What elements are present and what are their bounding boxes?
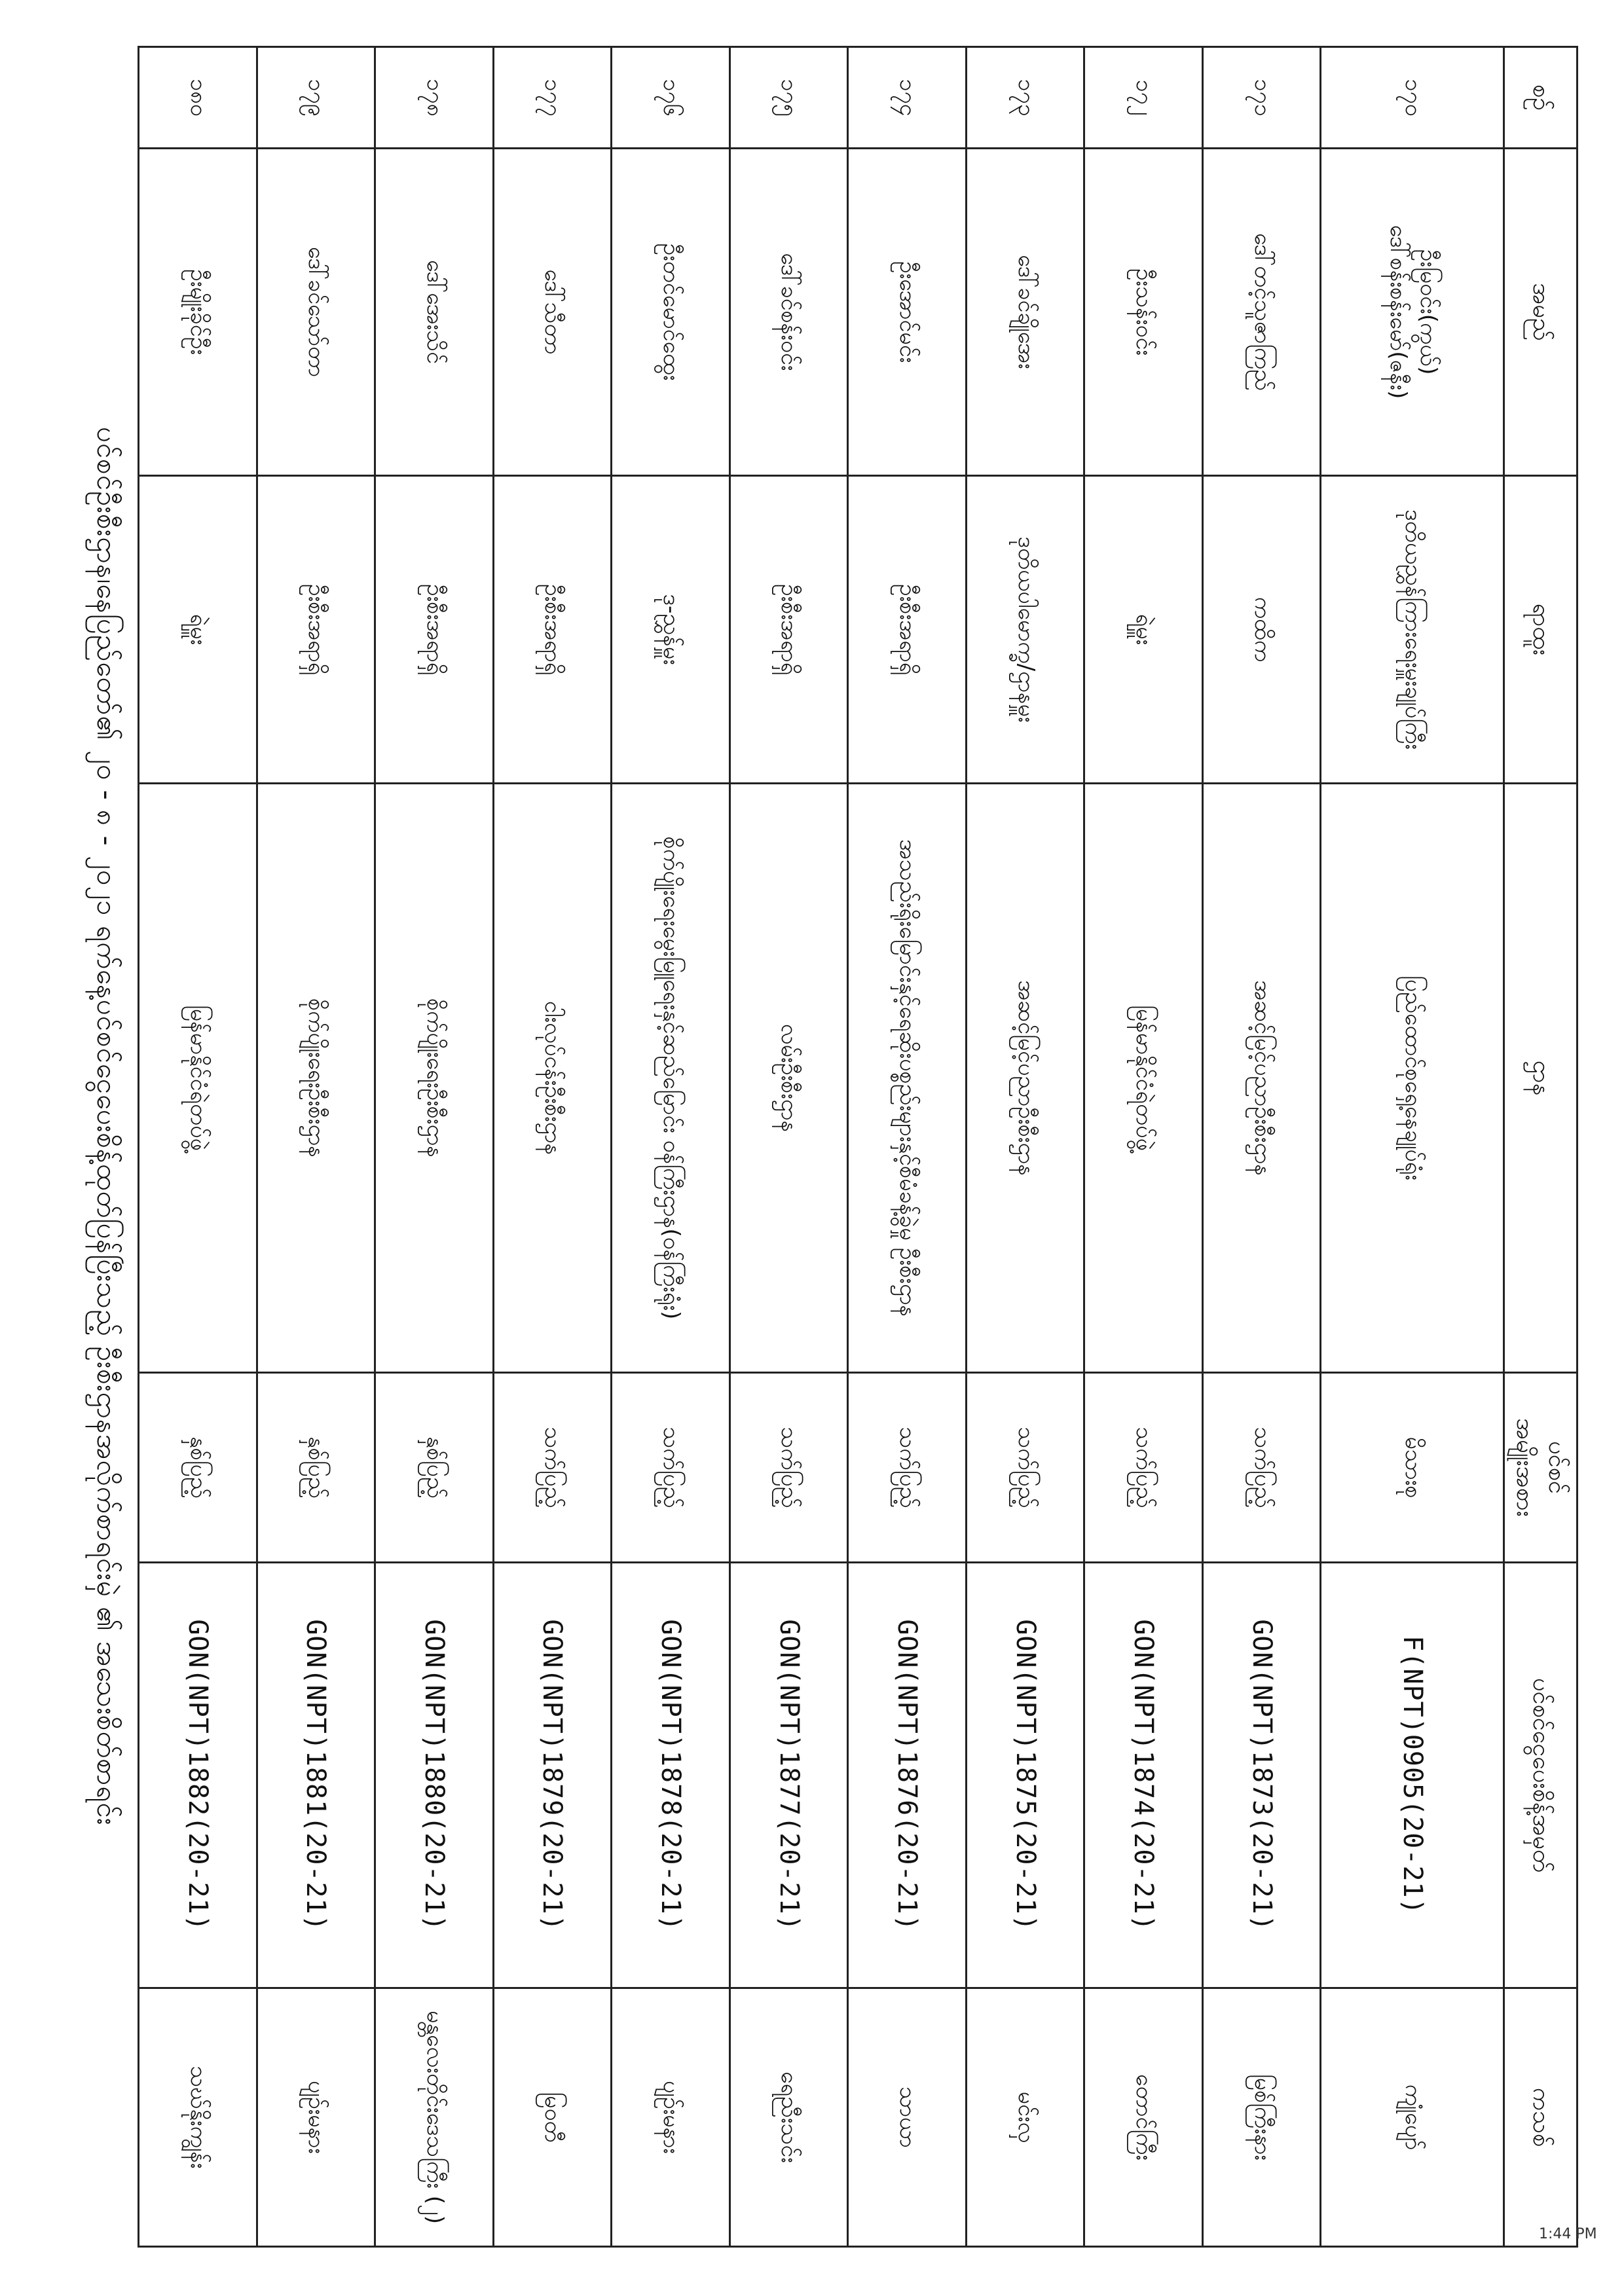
cell-no: ၁၇၂ [1084, 47, 1203, 149]
cell-department: အဆင့်မြင့်ပညာဦးစီးဌာန [1202, 784, 1321, 1373]
table-row [848, 47, 967, 2247]
cell-pension-type: နှစ်ပြည့် [139, 1373, 257, 1563]
cell-name: ဦးမျိုးခိုင်ဦး [139, 149, 257, 476]
cell-rank: ဦးစီးအရာရှိ [493, 476, 612, 784]
cell-pension-type: သက်ပြည့် [966, 1373, 1084, 1563]
cell-department: ငါးလုပ်ငန်းဦးစီးဌာန [493, 784, 612, 1373]
cell-name: ဒေါ်အေးသိင် [375, 149, 494, 476]
cell-order-number: GON(NPT)1882(20-21) [139, 1563, 257, 1988]
cell-department: စိုက်ပျိုးရေးဦးစီးဌာန [257, 784, 375, 1373]
cell-no: ၁၇၀ [1321, 47, 1504, 149]
cell-rank: ဒုတိယညွှန်ကြားရေးမှူးချုပ်ကြီး [1321, 476, 1504, 784]
cell-no: ၁၈၀ [139, 47, 257, 149]
header-rank: ရာထူး [1504, 476, 1577, 784]
cell-rank: ဦးစီးအရာရှိ [729, 476, 848, 784]
cell-name-line2: ဒေါ်စန်းစန်းမော်(ဇနီး) [1384, 225, 1411, 399]
cell-no: ၁၇၉ [257, 47, 375, 149]
header-no: စဉ် [1504, 47, 1577, 149]
cell-order-number: GON(NPT)1873(20-21) [1202, 1563, 1321, 1988]
cell-no: ၁၇၄ [848, 47, 967, 149]
cell-department: စိုက်ပျိုးရေးဦးစီးဌာန [375, 784, 494, 1373]
cell-no: ၁၇၈ [375, 47, 494, 149]
cell-name-line1: ဦးမြဝင်း(ကွယ်) [1414, 249, 1441, 375]
cell-order-number: GON(NPT)1875(20-21) [966, 1563, 1084, 1988]
table-row [966, 47, 1084, 2247]
header-department: ဌာန [1504, 784, 1577, 1373]
cell-department: အသည်းရိုးမြောင်းနှင့်ရေဆိုးပစ္စည်းများနှင့်စီမံခန့်ခွဲမှု ဦးစီးဌာန [848, 784, 967, 1373]
cell-pension-type: သက်ပြည့် [612, 1373, 730, 1563]
cell-pension-type: သက်ပြည့် [848, 1373, 967, 1563]
cell-rank: ဦးစီးအရာရှိ [848, 476, 967, 784]
table-row [139, 47, 257, 2247]
cell-township: မြဝတီ [493, 1988, 612, 2247]
cell-pension-type: မိသားစု [1321, 1373, 1504, 1563]
header-name: အမည် [1504, 149, 1577, 476]
cell-township: ပျဉ်းမနား [612, 1988, 730, 2247]
cell-township: မြစ်ကြီးနား [1202, 1988, 1321, 2247]
table-header-row [1504, 47, 1577, 2247]
cell-pension-type: သက်ပြည့် [493, 1373, 612, 1563]
cell-order-number: GON(NPT)1876(20-21) [848, 1563, 967, 1988]
table-row [493, 47, 612, 2247]
table-row [612, 47, 730, 2247]
document-title: ပင်စင်ဦးစီးဌာန၊နေပြည်တော်၏ ၂၀ - ၈ - ၂၀၂၁ ရက်နေ့ပင်စင်ငွေပေးစိန့်ထုတ်ပြန်ပြီးသည့် ဦးစီးဌာနအလိုက်စာရင်းမှဲ ၏ အသေးစိတ်စာရင်း [91, 426, 123, 1826]
cell-township: မင်းလှ [966, 1988, 1084, 2247]
cell-department: လမ်းဦးစီးဌာန [729, 784, 848, 1373]
cell-order-number: GON(NPT)1881(20-21) [257, 1563, 375, 1988]
cell-order-number: GON(NPT)1878(20-21) [612, 1563, 730, 1988]
header-pension-type [1504, 1373, 1577, 1563]
cell-township: သဃ်နိုးကျွန်း [139, 1988, 257, 2247]
cell-name: ဒေါ်ခင်စန်းဝင်း [729, 149, 848, 476]
table-row [257, 47, 375, 2247]
cell-rank: ဦးစီးအရာရှိ [375, 476, 494, 784]
print-timestamp: 1:44 PM [1539, 2226, 1597, 2242]
cell-township: ရေညီးသင်း [729, 1988, 848, 2247]
cell-name: ဒေါ်ခင်သော်တာ [257, 149, 375, 476]
header-order-number: ပင်စင်ငွေပေးစိန့်အမှတ် [1504, 1563, 1577, 1988]
cell-rank: ရဲမှူး [1084, 476, 1203, 784]
cell-no: ၁၇၁ [1202, 47, 1321, 149]
cell-name: ဒေါ်တင့်သူဇာကြည် [1202, 149, 1321, 476]
cell-department: အဆင့်မြင့်ပညာဦးစီးဌာန [966, 784, 1084, 1373]
cell-department: ပြည်ထောင်စုရှေ့နေချုပ်ရုံး [1321, 784, 1504, 1373]
cell-no: ၁၇၅ [729, 47, 848, 149]
cell-pension-type: နှစ်ပြည့် [375, 1373, 494, 1563]
cell-township: ပျဉ်းမနား [257, 1988, 375, 2247]
cell-department: မြန်မာနိုင်ငံရဲတပ်ဖွဲ့ [1084, 784, 1203, 1373]
cell-name: ဦးသန်းဝင်း [1084, 149, 1203, 476]
cell-township: ကျုံပျော် [1321, 1988, 1504, 2247]
cell-name: ဦးတင်မောင်ထွေး [612, 149, 730, 476]
cell-pension-type: သက်ပြည့် [1084, 1373, 1203, 1563]
cell-order-number: GON(NPT)1879(20-21) [493, 1563, 612, 1988]
cell-township: သာယာ [848, 1988, 967, 2247]
cell-name [1321, 149, 1504, 476]
header-township: ကသစ် [1504, 1988, 1577, 2247]
cell-township: မန္တလေးတိုင်းဒေသကြီး (၂) [375, 1988, 494, 2247]
cell-department: မြန်မာနိုင်ငံရဲတပ်ဖွဲ့ [139, 784, 257, 1373]
header-pension-type-line1: ပင်စင် [1543, 1441, 1570, 1494]
table-row [375, 47, 494, 2247]
cell-pension-type: နှစ်ပြည့် [257, 1373, 375, 1563]
cell-rank: ရဲမှူး [139, 476, 257, 784]
cell-rank: ဒုတိယပါမောက္ခ/ဌာနမှူး [966, 476, 1084, 784]
cell-name: ဦးအောင်မင်း [848, 149, 967, 476]
cell-no: ၁၇၆ [612, 47, 730, 149]
cell-department: စိုက်ပျိုးရေးမွေးမြူရေးနှင့်ဆည်မြောင်း ဝန်ကြီးဌာန(ဝန်ကြီးရုံး) [612, 784, 730, 1373]
pension-register-table [138, 46, 1578, 2248]
header-pension-type-line2: အမျိုးအစား [1511, 1418, 1539, 1517]
cell-name: ဒေါ်ခင်ချိုအေး [966, 149, 1084, 476]
cell-rank: ကထိက [1202, 476, 1321, 784]
cell-rank: ဦးစီးအရာရှိ [257, 476, 375, 784]
cell-township: တောင်ကြီး [1084, 1988, 1203, 2247]
cell-rank: ဒု-ညွှန်မှူး [612, 476, 730, 784]
table-row [1084, 47, 1203, 2247]
cell-name: ဒေါ်သီတာ [493, 149, 612, 476]
table-row [729, 47, 848, 2247]
cell-order-number: F(NPT)0905(20-21) [1321, 1563, 1504, 1988]
cell-order-number: GON(NPT)1877(20-21) [729, 1563, 848, 1988]
cell-order-number: GON(NPT)1874(20-21) [1084, 1563, 1203, 1988]
table-row [1202, 47, 1321, 2247]
cell-order-number: GON(NPT)1880(20-21) [375, 1563, 494, 1988]
cell-no: ၁၇၇ [493, 47, 612, 149]
cell-pension-type: သက်ပြည့် [1202, 1373, 1321, 1563]
table-row [1321, 47, 1504, 2247]
cell-no: ၁၇၃ [966, 47, 1084, 149]
cell-pension-type: သက်ပြည့် [729, 1373, 848, 1563]
